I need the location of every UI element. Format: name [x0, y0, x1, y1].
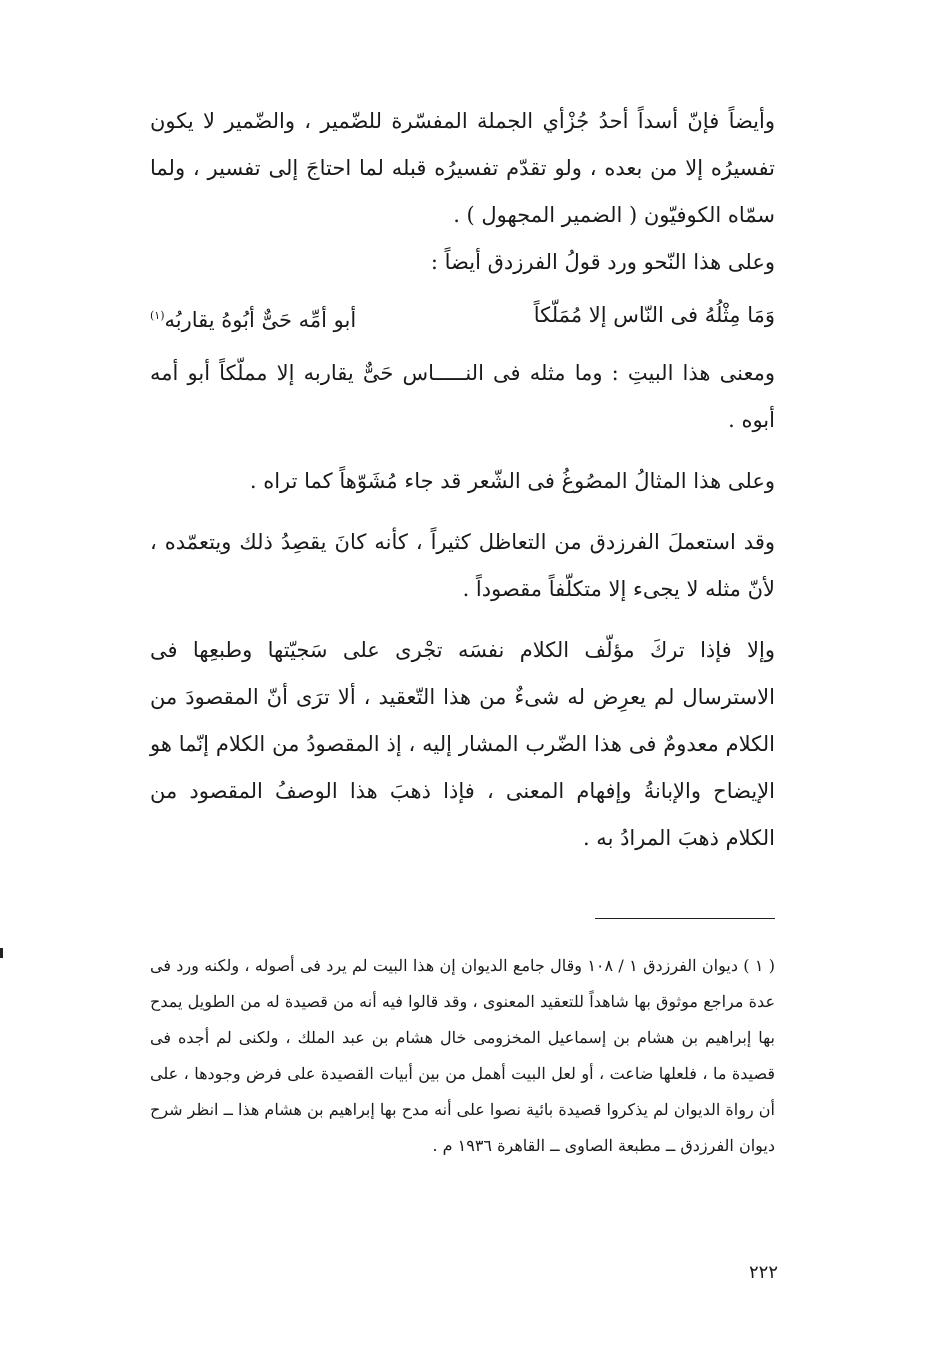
main-text	[150, 98, 775, 862]
page-number: ٢٢٢	[748, 1262, 778, 1283]
paragraph-2: وعلى هذا النّحو ورد قولُ الفرزدق أيضاً :	[430, 250, 775, 274]
paragraph-1: وأيضاً فإنّ أسداً أحدُ جُزْأي الجملة المفسّرة للضّمير ، والضّمير لا يكون تفسيرُه إلا من بعده ، ولو تقدّم تفسيرُه قبله لما احتاجَ إلى تفسير ، ولما سمّاه الكوفيّون ( الضمير المجهول ) .	[150, 109, 775, 227]
verse-second-hemistich: أبو أمِّه حَىٌّ أبُوهُ يقاربُه$^{(١)}$	[150, 308, 357, 332]
paragraph-5: وقد استعملَ الفرزدق من التعاظل كثيراً ، كأنه كانَ يقصِدُ ذلك ويتعمّده ، لأنّ مثله لا يجىء إلا متكلّفاً مقصوداً .	[150, 530, 775, 601]
verse-first-hemistich: وَمَا مِثْلُهُ فى النّاس إلا مُمَلّكاً	[533, 303, 775, 327]
paragraph-4: وعلى هذا المثالُ المصُوغُ فى الشّعر قد جاء مُشَوّهاً كما تراه .	[249, 469, 775, 493]
scan-mark	[0, 948, 3, 958]
poetry-verse	[150, 292, 775, 344]
paragraph-6: وإلا فإذا تركَ مؤلّف الكلام نفسَه تجْرى على سَجيّتها وطبعِها فى الاسترسال لم يعرِض له شىءٌ من هذا التّعقيد ، ألا ترَى أنّ المقصودَ من الكلام معدومٌ فى هذا الضّرب المشار إليه ، إذ المقصودُ من الكلام إنّما هو الإيضاح والإبانةُ وإفهام المعنى ، فإذا ذهبَ هذا الوصفُ المقصود من الكلام ذهبَ المرادُ به .	[150, 638, 775, 850]
footnote-divider	[595, 918, 775, 919]
footnote-ref: (١)	[150, 309, 165, 322]
paragraph-3: ومعنى هذا البيتِ : وما مثله فى النـــــاس حَىٌّ يقاربه إلا مملّكاً أبو أمه أبوه .	[150, 361, 775, 432]
footnote-text: ( ١ ) ديوان الفرزدق ١ / ١٠٨ وقال جامع الديوان إن هذا البيت لم يرد فى أصوله ، ولكنه ورد فى عدة مراجع موثوق بها شاهداً للتعقيد المعنوى ، وقد قالوا فيه أنه من قصيدة له من الطويل يمدح بها إبراهيم بن هشام بن إسماعيل المخزومى خال هشام بن عبد الملك ، ولكنى لم أجده فى قصيدة ما ، فلعلها ضاعت ، أو لعل البيت أهمل من بين أبيات القصيدة على فرض وجودها ، على أن رواة الديوان لم يذكروا قصيدة بائية نصوا على أنه مدح بها إبراهيم بن هشام هذا ــ انظر شرح ديوان الفرزدق ــ مطبعة الصاوى ــ القاهرة ١٩٣٦ م .	[150, 956, 776, 1155]
